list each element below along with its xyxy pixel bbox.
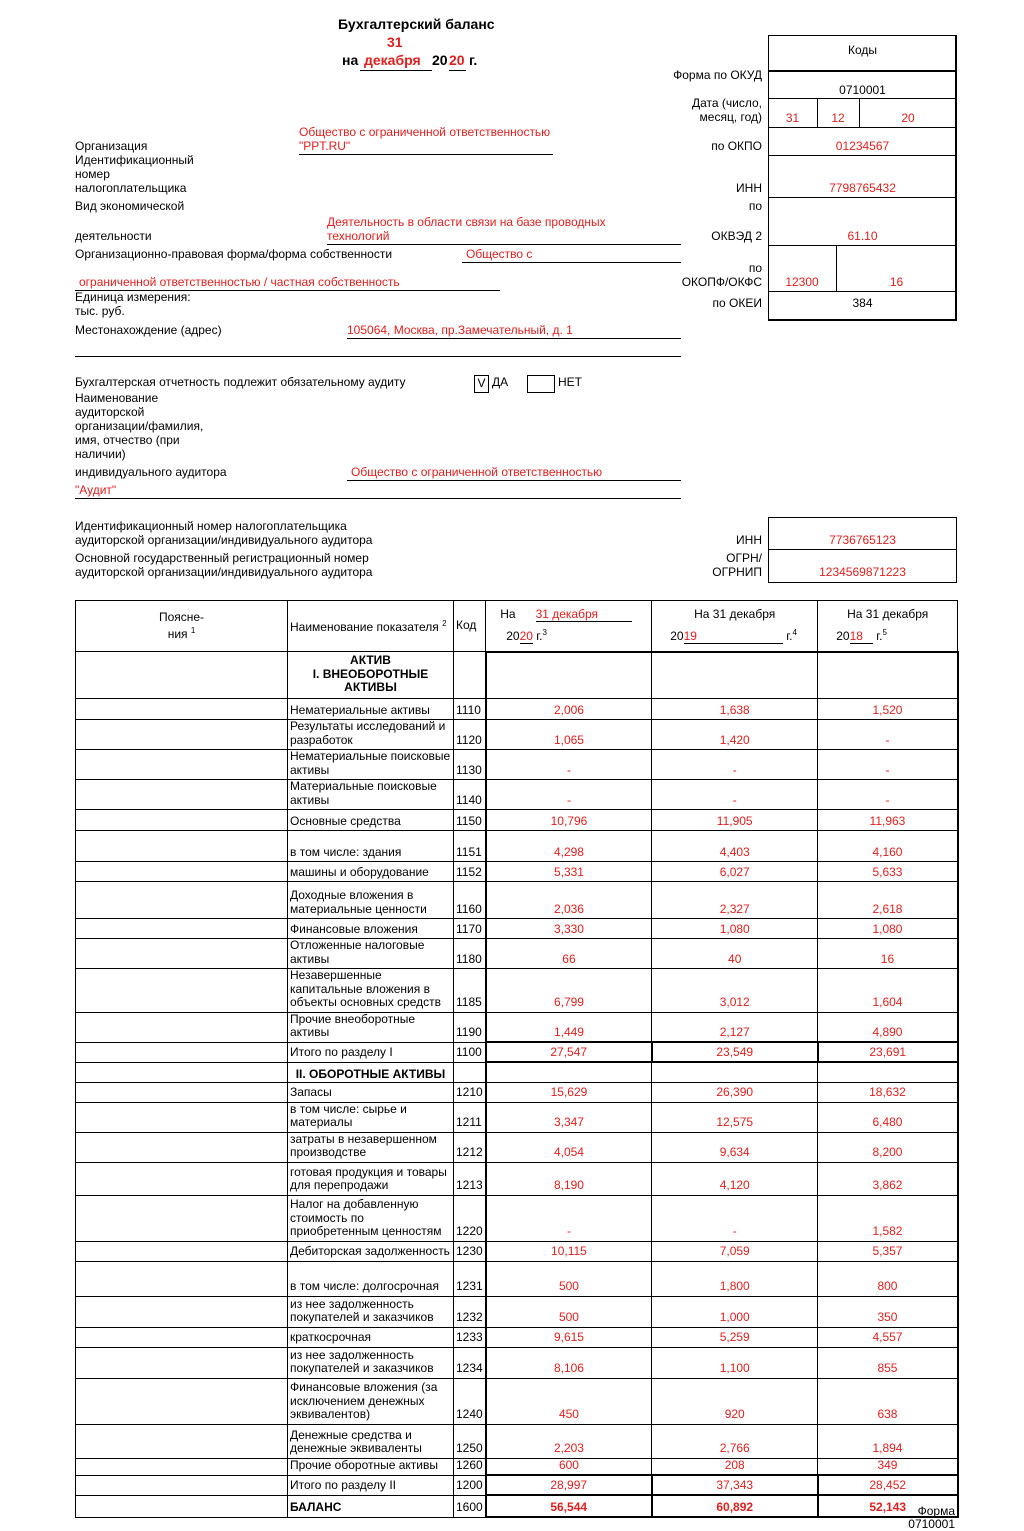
row-note	[76, 1162, 288, 1195]
row-value-3: 4,160	[818, 831, 958, 862]
row-note	[76, 1102, 288, 1132]
row-note	[76, 969, 288, 1013]
document-title: Бухгалтерский баланс	[338, 16, 495, 32]
row-value-1: 10,115	[486, 1241, 652, 1261]
row-value-1: 2,036	[486, 882, 652, 919]
row-value-3: 1,604	[818, 969, 958, 1013]
row-note	[76, 939, 288, 969]
org-value-1: Общество с ограниченной ответственностью	[299, 125, 551, 139]
section-1-header-row	[76, 652, 958, 699]
row-note	[76, 1042, 288, 1062]
audit-yes-checkbox[interactable]: V	[474, 375, 489, 393]
org-value-2: "PPT.RU"	[299, 139, 351, 153]
row-value-1: 1,065	[486, 720, 652, 750]
row-note	[76, 810, 288, 831]
table-row	[76, 1195, 958, 1241]
row-indicator-name: в том числе: долгосрочная	[288, 1261, 454, 1296]
date-year: 20	[901, 111, 915, 125]
table-row	[76, 862, 958, 882]
row-code: 1230	[454, 1241, 486, 1261]
date-label: Дата (число, месяц, год)	[691, 96, 762, 124]
audit-no-checkbox[interactable]	[527, 375, 555, 393]
table-row	[76, 1347, 958, 1378]
table-row	[76, 1012, 958, 1042]
row-code: 1212	[454, 1132, 486, 1162]
row-value-3: 800	[818, 1261, 958, 1296]
table-row	[76, 919, 958, 939]
row-note	[76, 919, 288, 939]
row-indicator-name: Доходные вложения в материальные ценности	[288, 882, 454, 919]
row-value-2: -	[652, 750, 818, 780]
row-note	[76, 1241, 288, 1261]
report-year-end: г.	[469, 52, 478, 68]
row-value-3: 1,894	[818, 1424, 958, 1458]
header-indicator-name: Наименование показателя $^2$	[288, 601, 454, 652]
row-indicator-name: Нематериальные активы	[288, 699, 454, 720]
row-value-2: 26,390	[652, 1082, 818, 1102]
row-value-2: -	[652, 1195, 818, 1241]
activity-value-1: Деятельность в области связи на базе проводных	[327, 215, 606, 229]
row-code: 1185	[454, 969, 486, 1013]
row-value-1: 28,997	[486, 1475, 652, 1495]
row-value-2: 1,000	[652, 1296, 818, 1327]
row-code: 1110	[454, 699, 486, 720]
auditor-label-5: наличии)	[75, 447, 126, 461]
row-value-3: 638	[818, 1378, 958, 1424]
row-note	[76, 862, 288, 882]
row-note	[76, 1458, 288, 1475]
okved-label-2: ОКВЭД 2	[711, 229, 762, 243]
table-row	[76, 1296, 958, 1327]
row-value-1: 4,054	[486, 1132, 652, 1162]
row-value-3: 350	[818, 1296, 958, 1327]
auditor-label-6: индивидуального аудитора	[75, 465, 227, 479]
auditor-label-2: аудиторской	[75, 405, 145, 419]
row-value-2: 9,634	[652, 1132, 818, 1162]
okopf-value: 12300	[785, 275, 819, 289]
row-indicator-name: Отложенные налоговые активы	[288, 939, 454, 969]
row-indicator-name: машины и оборудование	[288, 862, 454, 882]
row-value-3: -	[818, 780, 958, 810]
row-value-2: 40	[652, 939, 818, 969]
header-notes: Поясне- ния $^1$	[76, 601, 288, 652]
row-value-1: -	[486, 750, 652, 780]
row-note	[76, 1012, 288, 1042]
row-code: 1220	[454, 1195, 486, 1241]
report-day: 31	[387, 34, 403, 50]
table-row	[76, 969, 958, 1013]
report-month: декабря	[364, 52, 421, 68]
row-indicator-name: в том числе: сырье и материалы	[288, 1102, 454, 1132]
auditor-ogrn-text-2: аудиторской организации/индивидуального аудитора	[75, 565, 373, 579]
row-value-3: 16	[818, 939, 958, 969]
report-year-suffix: 20	[449, 52, 465, 68]
auditor-ogrn-label-2: ОГРНИП	[712, 565, 762, 579]
address-value: 105064, Москва, пр.Замечательный, д. 1	[347, 323, 573, 337]
row-note	[76, 1424, 288, 1458]
unit-label-1: Единица измерения:	[75, 290, 191, 304]
row-value-1: 600	[486, 1458, 652, 1475]
okpo-value: 01234567	[835, 139, 890, 153]
row-code: 1600	[454, 1495, 486, 1517]
row-value-1: 56,544	[486, 1495, 652, 1517]
row-code: 1234	[454, 1347, 486, 1378]
row-value-3: 1,520	[818, 699, 958, 720]
row-code: 1180	[454, 939, 486, 969]
audit-no-label: НЕТ	[558, 375, 582, 389]
header-code: Код	[454, 601, 486, 652]
table-row	[76, 720, 958, 750]
row-value-1: 5,331	[486, 862, 652, 882]
row-note	[76, 1132, 288, 1162]
row-value-2: 5,259	[652, 1327, 818, 1347]
row-value-3: -	[818, 720, 958, 750]
row-code: 1240	[454, 1378, 486, 1424]
auditor-inn-text-1: Идентификационный номер налогоплательщика	[75, 519, 347, 533]
row-value-2: 1,800	[652, 1261, 818, 1296]
row-value-1: 8,106	[486, 1347, 652, 1378]
balance-table	[75, 600, 959, 1518]
report-on-label: на	[342, 52, 359, 68]
form-value-1: Общество с	[466, 247, 533, 261]
row-code: 1250	[454, 1424, 486, 1458]
row-indicator-name: в том числе: здания	[288, 831, 454, 862]
section-1-title: АКТИВ I. ВНЕОБОРОТНЫЕ АКТИВЫ	[288, 652, 454, 699]
row-code: 1170	[454, 919, 486, 939]
row-code: 1210	[454, 1082, 486, 1102]
okei-label: по ОКЕИ	[712, 296, 762, 310]
table-row	[76, 1458, 958, 1475]
row-value-1: 3,330	[486, 919, 652, 939]
row-value-2: 2,327	[652, 882, 818, 919]
okpo-label: по ОКПО	[711, 139, 762, 153]
table-row	[76, 1475, 958, 1495]
inn-label-3: налогоплательщика	[75, 181, 187, 195]
row-note	[76, 1261, 288, 1296]
auditor-inn-value: 7736765123	[829, 533, 896, 547]
row-value-2: 23,549	[652, 1042, 818, 1062]
row-value-3: 18,632	[818, 1082, 958, 1102]
row-value-2: 920	[652, 1378, 818, 1424]
table-row	[76, 882, 958, 919]
row-code: 1152	[454, 862, 486, 882]
auditor-ogrn-value: 1234569871223	[819, 565, 906, 579]
row-value-2: 208	[652, 1458, 818, 1475]
inn-label-1: Идентификационный	[75, 153, 194, 167]
row-value-1: 8,190	[486, 1162, 652, 1195]
row-value-2: 12,575	[652, 1102, 818, 1132]
inn-label: ИНН	[736, 181, 762, 195]
okopf-label-2: ОКОПФ/ОКФС	[681, 275, 762, 289]
row-value-1: 450	[486, 1378, 652, 1424]
row-value-3: 2,618	[818, 882, 958, 919]
row-note	[76, 1347, 288, 1378]
section-2-header-row	[76, 1062, 958, 1082]
row-indicator-name: Незавершенные капитальные вложения в объекты основных средств	[288, 969, 454, 1013]
auditor-value-2: "Аудит"	[75, 483, 117, 497]
row-indicator-name: краткосрочная	[288, 1327, 454, 1347]
okud-value: 0710001	[839, 83, 886, 97]
table-row	[76, 1082, 958, 1102]
row-note	[76, 1082, 288, 1102]
row-code: 1200	[454, 1475, 486, 1495]
row-value-3: 8,200	[818, 1132, 958, 1162]
row-value-1: 3,347	[486, 1102, 652, 1132]
row-code: 1260	[454, 1458, 486, 1475]
row-indicator-name: из нее задолженность покупателей и заказчиков	[288, 1347, 454, 1378]
row-note	[76, 1296, 288, 1327]
row-indicator-name: Прочие внеоборотные активы	[288, 1012, 454, 1042]
auditor-label-3: организации/фамилия,	[75, 419, 204, 433]
header-period-3: На 31 декабря 2018 г.$^5$	[818, 601, 958, 652]
row-value-1: 6,799	[486, 969, 652, 1013]
auditor-ogrn-text-1: Основной государственный регистрационный номер	[75, 551, 369, 565]
row-value-3: 5,633	[818, 862, 958, 882]
table-row	[76, 831, 958, 862]
row-code: 1120	[454, 720, 486, 750]
section-2-title: II. ОБОРОТНЫЕ АКТИВЫ	[288, 1062, 454, 1082]
row-value-2: 1,100	[652, 1347, 818, 1378]
row-code: 1100	[454, 1042, 486, 1062]
row-code: 1150	[454, 810, 486, 831]
footer-form: Форма 0710001	[908, 1504, 955, 1531]
row-value-3: 23,691	[818, 1042, 958, 1062]
row-indicator-name: Финансовые вложения	[288, 919, 454, 939]
row-indicator-name: Итого по разделу I	[288, 1042, 454, 1062]
row-indicator-name: Материальные поисковые активы	[288, 780, 454, 810]
row-indicator-name: Денежные средства и денежные эквиваленты	[288, 1424, 454, 1458]
row-note	[76, 1195, 288, 1241]
audit-subject-label: Бухгалтерская отчетность подлежит обязательному аудиту	[75, 375, 406, 389]
row-value-2: 11,905	[652, 810, 818, 831]
row-value-3: 1,582	[818, 1195, 958, 1241]
row-indicator-name: Итого по разделу II	[288, 1475, 454, 1495]
table-row	[76, 1132, 958, 1162]
row-indicator-name: Основные средства	[288, 810, 454, 831]
row-value-3: 5,357	[818, 1241, 958, 1261]
row-note	[76, 780, 288, 810]
row-value-1: 66	[486, 939, 652, 969]
row-code: 1232	[454, 1296, 486, 1327]
row-value-2: -	[652, 780, 818, 810]
row-value-1: 500	[486, 1261, 652, 1296]
row-value-1: 500	[486, 1296, 652, 1327]
row-value-2: 7,059	[652, 1241, 818, 1261]
address-label: Местонахождение (адрес)	[75, 323, 222, 337]
table-header-row	[76, 601, 958, 652]
row-code: 1151	[454, 831, 486, 862]
row-note	[76, 720, 288, 750]
row-value-2: 60,892	[652, 1495, 818, 1517]
activity-value-2: технологий	[327, 229, 390, 243]
row-value-1: 27,547	[486, 1042, 652, 1062]
activity-label-2: деятельности	[75, 229, 152, 243]
row-note	[76, 882, 288, 919]
row-value-2: 3,012	[652, 969, 818, 1013]
auditor-label-4: имя, отчество (при	[75, 433, 180, 447]
row-value-1: 2,203	[486, 1424, 652, 1458]
row-value-2: 6,027	[652, 862, 818, 882]
row-indicator-name: Налог на добавленную стоимость по приобретенным ценностям	[288, 1195, 454, 1241]
auditor-ogrn-label-1: ОГРН/	[726, 551, 762, 565]
table-row	[76, 1261, 958, 1296]
row-value-3: 6,480	[818, 1102, 958, 1132]
audit-yes-label: ДА	[492, 375, 509, 389]
table-row	[76, 1162, 958, 1195]
row-code: 1231	[454, 1261, 486, 1296]
table-row	[76, 1042, 958, 1062]
row-note	[76, 831, 288, 862]
row-value-2: 2,127	[652, 1012, 818, 1042]
row-value-2: 4,403	[652, 831, 818, 862]
row-code: 1130	[454, 750, 486, 780]
row-value-2: 1,420	[652, 720, 818, 750]
activity-label-1: Вид экономической	[75, 199, 185, 213]
inn-value: 7798765432	[829, 181, 896, 195]
month-underline	[360, 70, 432, 71]
table-row	[76, 939, 958, 969]
row-indicator-name: Нематериальные поисковые активы	[288, 750, 454, 780]
row-note	[76, 1378, 288, 1424]
row-note	[76, 699, 288, 720]
table-row	[76, 750, 958, 780]
row-value-2: 2,766	[652, 1424, 818, 1458]
row-value-1: 2,006	[486, 699, 652, 720]
form-label: Организационно-правовая форма/форма собственности	[75, 247, 393, 261]
row-note	[76, 1495, 288, 1517]
table-row	[76, 1495, 958, 1517]
unit-label-2: тыс. руб.	[75, 304, 125, 318]
okved-label-1: по	[748, 199, 762, 213]
form-value-2: ограниченной ответственностью / частная собственность	[79, 275, 400, 289]
row-indicator-name: затраты в незавершенном производстве	[288, 1132, 454, 1162]
row-code: 1140	[454, 780, 486, 810]
row-value-1: 4,298	[486, 831, 652, 862]
row-note	[76, 750, 288, 780]
row-value-1: -	[486, 780, 652, 810]
okud-label: Форма по ОКУД	[673, 68, 762, 82]
row-note	[76, 1327, 288, 1347]
row-value-3: 28,452	[818, 1475, 958, 1495]
row-indicator-name: готовая продукция и товары для перепродажи	[288, 1162, 454, 1195]
org-label: Организация	[75, 139, 148, 153]
row-indicator-name: Результаты исследований и разработок	[288, 720, 454, 750]
table-row	[76, 1378, 958, 1424]
row-value-1: 1,449	[486, 1012, 652, 1042]
report-year-prefix: 20	[432, 52, 448, 68]
row-value-3: 3,862	[818, 1162, 958, 1195]
row-value-3: 52,143	[818, 1495, 958, 1517]
table-row	[76, 699, 958, 720]
row-indicator-name: из нее задолженность покупателей и заказчиков	[288, 1296, 454, 1327]
auditor-label-1: Наименование	[75, 391, 159, 405]
table-row	[76, 780, 958, 810]
okved-value: 61.10	[847, 229, 878, 243]
row-indicator-name: Финансовые вложения (за исключением денежных эквивалентов)	[288, 1378, 454, 1424]
row-value-3: 1,080	[818, 919, 958, 939]
table-row	[76, 1424, 958, 1458]
auditor-inn-label: ИНН	[736, 533, 762, 547]
row-value-3: 11,963	[818, 810, 958, 831]
row-indicator-name: Прочие оборотные активы	[288, 1458, 454, 1475]
row-value-3: 855	[818, 1347, 958, 1378]
okopf-label-1: по	[748, 261, 762, 275]
row-indicator-name: Дебиторская задолженность	[288, 1241, 454, 1261]
row-value-1: 9,615	[486, 1327, 652, 1347]
row-value-2: 37,343	[652, 1475, 818, 1495]
row-value-3: 4,557	[818, 1327, 958, 1347]
row-code: 1160	[454, 882, 486, 919]
table-row	[76, 810, 958, 831]
okfs-value: 16	[889, 275, 904, 289]
row-indicator-name: Запасы	[288, 1082, 454, 1102]
row-value-3: -	[818, 750, 958, 780]
row-value-2: 4,120	[652, 1162, 818, 1195]
date-month: 12	[831, 111, 845, 125]
header-period-2: На 31 декабря 2019 г.$^4$	[652, 601, 818, 652]
row-value-2: 1,080	[652, 919, 818, 939]
auditor-value-1: Общество с ограниченной ответственностью	[351, 465, 603, 479]
row-value-3: 4,890	[818, 1012, 958, 1042]
row-value-1: 10,796	[486, 810, 652, 831]
row-indicator-name: БАЛАНС	[288, 1495, 454, 1517]
header-period-1: На 31 декабря 2020 г.$^3$	[486, 601, 652, 652]
row-value-1: -	[486, 1195, 652, 1241]
row-code: 1211	[454, 1102, 486, 1132]
table-row	[76, 1241, 958, 1261]
okei-value: 384	[852, 296, 873, 310]
row-code: 1213	[454, 1162, 486, 1195]
row-value-3: 349	[818, 1458, 958, 1475]
table-row	[76, 1102, 958, 1132]
row-code: 1190	[454, 1012, 486, 1042]
auditor-inn-text-2: аудиторской организации/индивидуального аудитора	[75, 533, 373, 547]
date-day: 31	[785, 111, 800, 125]
year-underline	[449, 70, 466, 71]
row-code: 1233	[454, 1327, 486, 1347]
row-note	[76, 1475, 288, 1495]
row-value-2: 1,638	[652, 699, 818, 720]
row-value-1: 15,629	[486, 1082, 652, 1102]
codes-title: Коды	[847, 43, 878, 57]
inn-label-2: номер	[75, 167, 110, 181]
table-row	[76, 1327, 958, 1347]
